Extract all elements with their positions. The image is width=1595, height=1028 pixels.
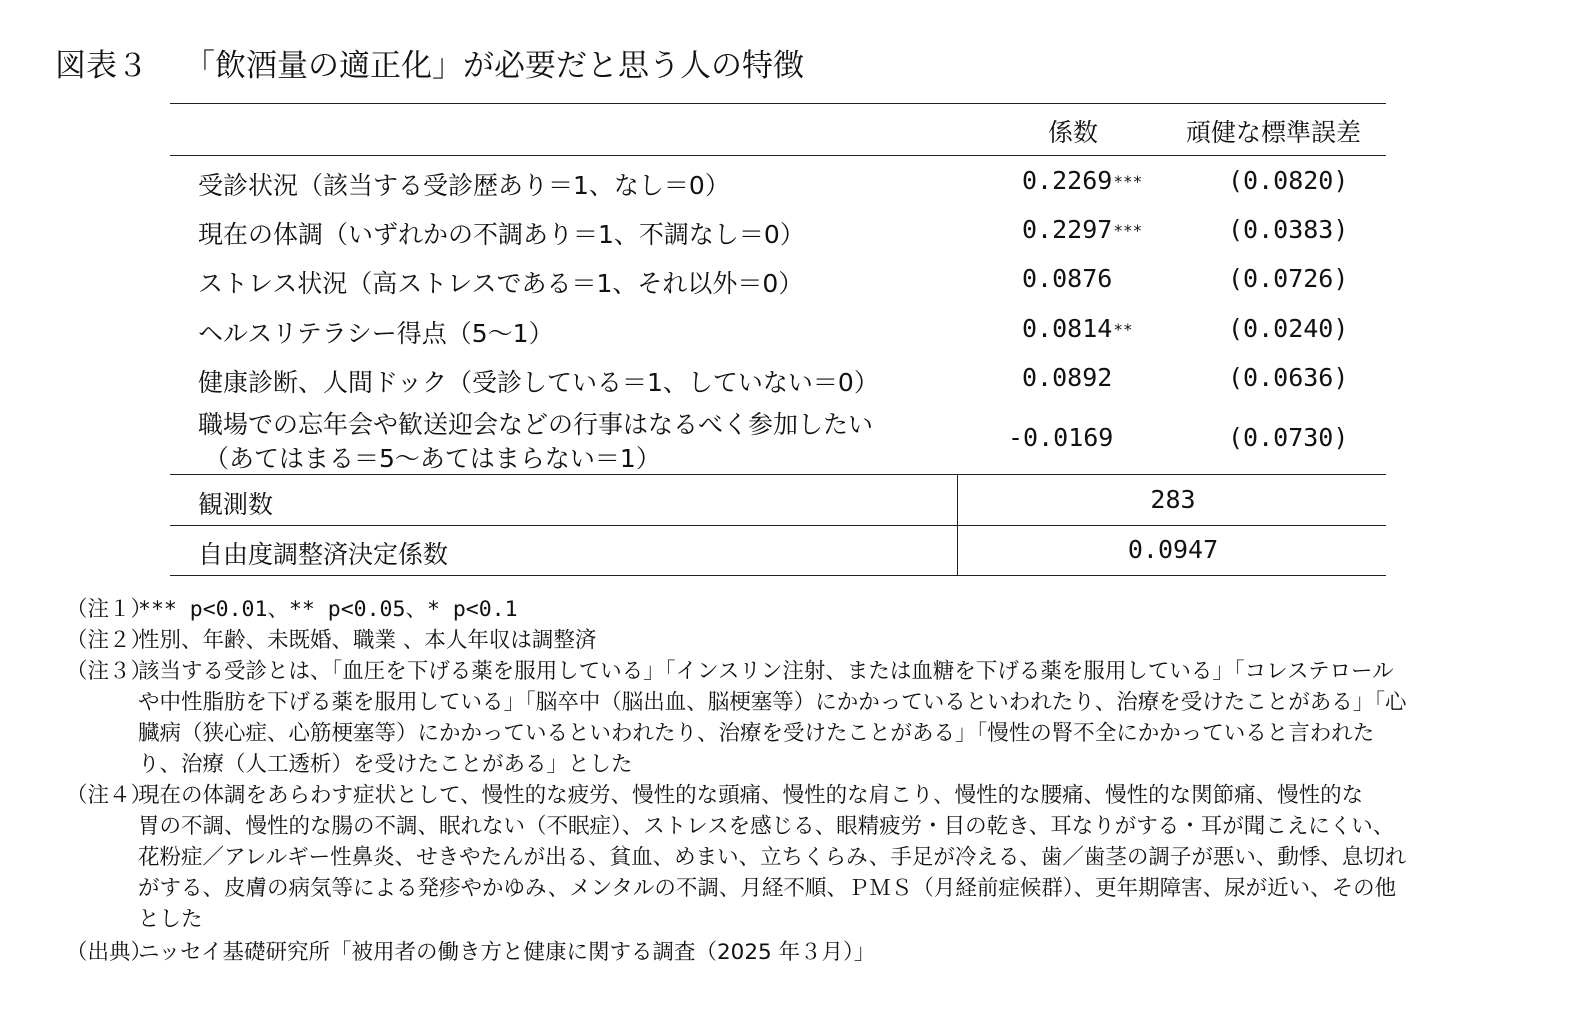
note-tag: （注２）	[66, 628, 153, 653]
note-text: 性別、年齢、未既婚、職業 、本人年収は調整済	[138, 628, 597, 653]
adj-r2-label: 自由度調整済決定係数	[198, 540, 449, 569]
significance-stars: ***	[1113, 221, 1143, 240]
note-tag: （注４）	[66, 783, 153, 808]
observations-value: 283	[1150, 485, 1196, 514]
row-label-line2: （あてはまる＝5～あてはまらない＝1）	[204, 444, 661, 473]
observations-rule	[170, 525, 1386, 526]
row-coef: 0.2297***	[1022, 215, 1143, 244]
table-top-rule	[170, 103, 1386, 104]
note-line: 胃の不調、慢性的な腸の不調、眠れない（不眠症）、ストレスを感じる、眼精疲労・目の乾き、耳なりがする・耳が聞こえにくい、	[138, 814, 1395, 839]
note-1	[66, 594, 1546, 625]
source-tag: （出典）	[66, 940, 153, 965]
note-line: とした	[138, 907, 203, 932]
note-text: *** p<0.01、** p<0.05、* p<0.1	[138, 597, 518, 622]
source-note	[66, 937, 1546, 968]
header-rule	[170, 155, 1386, 156]
note-tag: （注１）	[66, 597, 153, 622]
figure-title	[55, 40, 804, 85]
row-coef: 0.0876	[1022, 264, 1113, 293]
row-label-line1: 職場での忘年会や歓送迎会などの行事はなるべく参加したい	[198, 410, 874, 439]
row-se: (0.0636)	[1228, 363, 1349, 392]
source-text: ニッセイ基礎研究所「被用者の働き方と健康に関する調査（2025 年３月）」	[138, 940, 876, 965]
summary-divider	[957, 474, 958, 575]
row-label: 受診状況（該当する受診歴あり＝1、なし＝0）	[198, 171, 730, 200]
row-label: ストレス状況（高ストレスである＝1、それ以外＝0）	[198, 269, 804, 298]
row-coef: 0.0892	[1022, 363, 1113, 392]
row-se: (0.0730)	[1228, 423, 1349, 452]
header-se: 頑健な標準誤差	[1186, 118, 1362, 147]
row-coef: -0.0169	[1008, 423, 1114, 452]
note-4	[66, 780, 1546, 935]
table-bottom-rule	[170, 575, 1386, 576]
figure-title-text: 「飲酒量の適正化」が必要だと思う人の特徴	[184, 48, 804, 84]
row-label: ヘルスリテラシー得点（5～1）	[198, 319, 554, 348]
header-coef: 係数	[1048, 118, 1099, 147]
significance-stars: ***	[1113, 172, 1143, 191]
note-line: や中性脂肪を下げる薬を服用している」「脳卒中（脳出血、脳梗塞等）にかかっているといわれたり、治療を受けたことがある」「心	[138, 690, 1407, 715]
figure-label: 図表３	[55, 48, 148, 84]
note-line: 臓病（狭心症、心筋梗塞等）にかかっているといわれたり、治療を受けたことがある」「慢性の腎不全にかかっていると言われた	[138, 721, 1375, 746]
observations-label: 観測数	[198, 490, 274, 519]
note-line: がする、皮膚の病気等による発疹やかゆみ、メンタルの不調、月経不順、ＰＭＳ（月経前症候群）、更年期障害、尿が近い、その他	[138, 876, 1397, 901]
row-label: 健康診断、人間ドック（受診している＝1、していない＝0）	[198, 368, 879, 397]
note-3	[66, 656, 1546, 780]
note-line: 該当する受診とは、「血圧を下げる薬を服用している」「インスリン注射、または血糖を下げる薬を服用している」「コレステロール	[138, 659, 1394, 684]
row-se: (0.0820)	[1228, 166, 1349, 195]
row-label: 現在の体調（いずれかの不調あり＝1、不調なし＝0）	[198, 220, 805, 249]
note-line: り、治療（人工透析）を受けたことがある」とした	[138, 752, 633, 777]
row-se: (0.0383)	[1228, 215, 1349, 244]
note-line: 花粉症／アレルギー性鼻炎、せきやたんが出る、貧血、めまい、立ちくらみ、手足が冷える、歯／歯茎の調子が悪い、動悸、息切れ	[138, 845, 1407, 870]
adj-r2-value: 0.0947	[1127, 535, 1219, 564]
note-2	[66, 625, 1546, 656]
row-se: (0.0726)	[1228, 264, 1349, 293]
row-se: (0.0240)	[1228, 314, 1349, 343]
row-coef: 0.0814**	[1022, 314, 1133, 343]
note-line: 現在の体調をあらわす症状として、慢性的な疲労、慢性的な頭痛、慢性的な肩こり、慢性的な腰痛、慢性的な関節痛、慢性的な	[138, 783, 1364, 808]
note-tag: （注３）	[66, 659, 153, 684]
notes	[66, 594, 1546, 968]
significance-stars: **	[1113, 320, 1133, 339]
row-coef: 0.2269***	[1022, 166, 1143, 195]
